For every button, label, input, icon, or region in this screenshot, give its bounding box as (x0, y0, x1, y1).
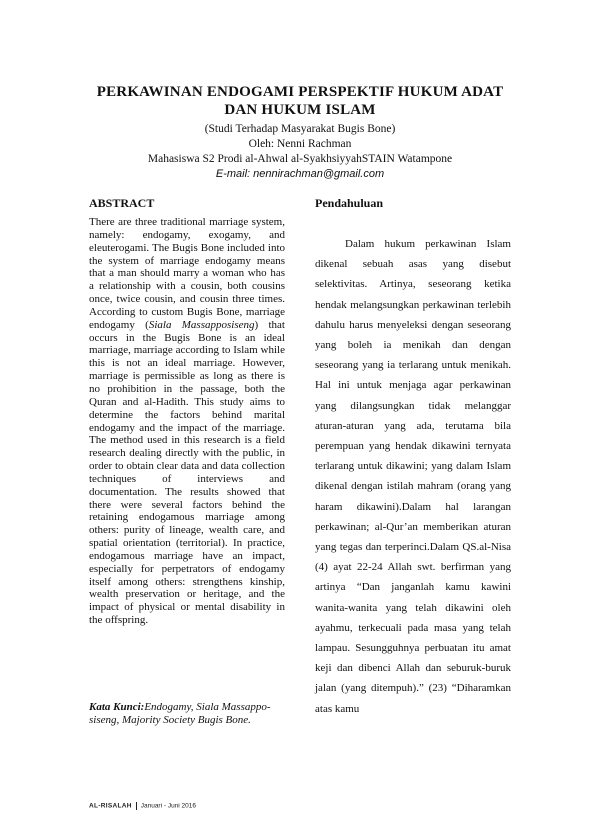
keywords (89, 701, 285, 727)
email-line (80, 167, 520, 181)
introduction-text: Dalam hukum perkawinan Islam dikenal sebuah asas yang disebut selektivitas. Artinya, seseorang ketika hendak melangsungkan perkawinan terlebih dahulu harus menyeleksi dengan seseorang yang boleh ia menikah dan dengan seseorang yang ia terlarang untuk menikah. Hal ini untuk menjaga agar perkawinan yang dilangsungkan tidak melanggar aturan-aturan yang ada, terutama bila perempuan yang hendak dikawini ternyata terlarang untuk dikawini; yang dalam Islam dikenal dengan istilah mahram (orang yang haram dikawini).Dalam hal larangan perkawinan; al-Qur’an memberikan aturan yang tegas dan terperinci.Dalam QS.al-Nisa (4) ayat 22-24 Allah swt. berfirman yang artinya “Dan janganlah kamu kawini wanita-wanita yang telah dikawini oleh ayahmu, terkecuali pada masa yang telah lampau. Sesungguhnya perbuatan itu amat keji dan dibenci Allah dan seburuk-buruk jalan (yang ditempuh).” (23) “Diharamkan atas kamu (315, 238, 511, 715)
abstract-text-part-2: ) that occurs in the Bugis Bone is an ideal marriage, marriage according to Islam while this is not an ideal marriage. However, marriage is permissible as long as there is no prohibition in the passage, both the Quran and al-Hadith. This study aims to determine the factors behind marital endogamy and the impact of the marriage. The method used in this research is a field research dealing directly with the public, in order to obtain clear data and data collection techniques of interviews and documentation. The results showed that there were several factors behind the retaining endogamous marriage among others: purity of lineage, wealth care, and spatial orientation (territorial). In practice, endogamous marriage have an impact, especially for perpetrators of endogamy itself among others: strengthens kinship, wealth preservation or heritage, and the impact of physical or mental disability in the offspring. (89, 318, 285, 627)
paper-title: PERKAWINAN ENDOGAMI PERSPEKTIF HUKUM ADAT DAN HUKUM ISLAM (96, 84, 504, 118)
abstract-text-part-1: There are three traditional marriage system, namely: endogamy, exogamy, and eleuterogami. The Bugis Bone included into the system of marriage endogamy means that a man should marry a woman who has a relationship with a cousin, both cousins once, twice cousin, and cousin three times. According to custom Bugis Bone, marriage endogamy ( (89, 216, 285, 331)
journal-name: AL-RISALAH (89, 802, 132, 810)
keywords-text: Endogamy, Siala Massappo-siseng, Majority Society Bugis Bone. (89, 701, 271, 726)
page-footer (89, 802, 196, 810)
abstract-text (89, 216, 285, 627)
footer-divider (136, 802, 137, 810)
journal-issue: Januari - Juni 2016 (140, 802, 197, 810)
abstract-term: Siala Massapposiseng (148, 318, 255, 331)
keywords-label: Kata Kunci: (89, 701, 145, 713)
paper-subtitle: (Studi Terhadap Masyarakat Bugis Bone) (204, 123, 396, 135)
author-line: Oleh: Nenni Rachman (248, 138, 352, 150)
affiliation: Mahasiswa S2 Prodi al-Ahwal al-SyakhsiyyahSTAIN Watampone (147, 153, 453, 165)
introduction-heading: Pendahuluan (315, 196, 384, 210)
abstract-heading: ABSTRACT (89, 196, 155, 210)
email-address[interactable]: nennirachman@gmail.com (253, 168, 385, 180)
email-label: E-mail: (215, 168, 251, 180)
